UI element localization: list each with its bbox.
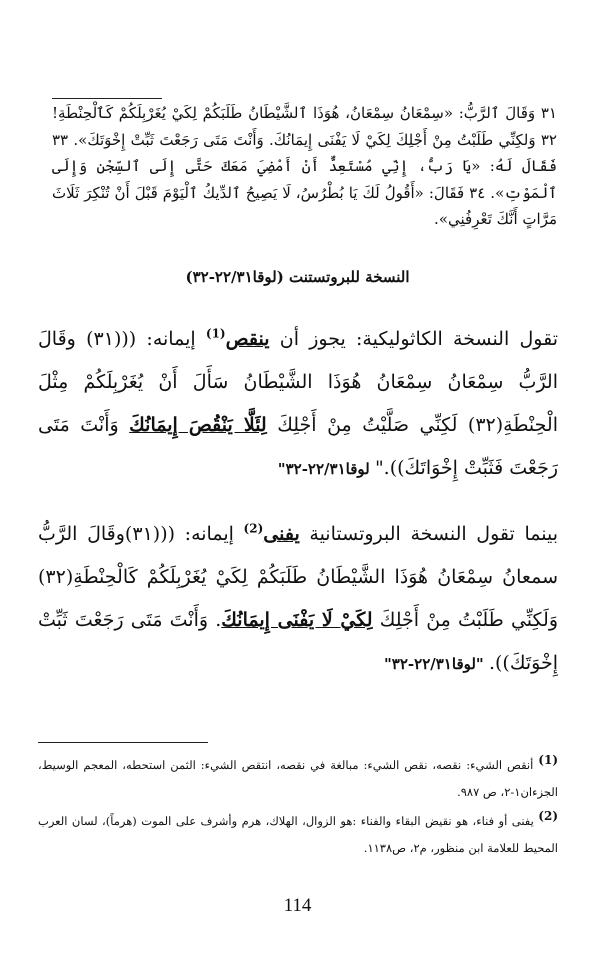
footnote-1-mark: (1): [538, 753, 558, 768]
catholic-reference: لوقا٢٢/٣١-٣٢": [277, 460, 375, 478]
footnote-2: [38, 808, 558, 862]
protestant-verse: (٣١)وقَالَ الرَّبُّ سمعانُ سِمْعَانُ هُوَذَا الشَّيْطَانُ طَلَبَكُمْ لِكَيْ يُغَرْبِلَكُمْ كَالْحِنْطَةِ(٣٢) وَلَكِنِّي طَلَبْتُ مِنْ أَجْلِكَ: [38, 523, 558, 631]
catholic-key-word: ينقص: [225, 328, 270, 350]
catholic-verse: (٣١) وقَالَ الرَّبُّ سِمْعَانُ سِمْعَانُ هُوَذَا الشَّيْطَانُ سَأَلَ أَنْ يُغَرْبِلَكُمْ مِثْلَ الْحِنْطَةِ(٣٢) لَكِنِّي صَلَّيْتُ مِنْ أَجْلِكَ: [38, 328, 558, 436]
footnote-1: [38, 752, 558, 806]
protestant-key-word: يفنى: [263, 523, 300, 545]
protestant-tail: . وَأَنْتَ مَتَى رَجَعْتَ ثَبِّتْ إِخْوَتَكَ)).: [38, 609, 558, 674]
footnote-2-text: يفنى أو فناء، هو نقيض البقاء والفناء :هو الزوال، الهلاك، هرم وأشرف على الموت (هرماً)، لسان العرب المحيط للعلامة ابن منظور، م٢، ص١١٣٨.: [38, 814, 558, 855]
footnote-1-text: أنقص الشيء: نقصه، نقص الشيء: مبالغة في نقصه، انتقص الشيء: الثمن استحطه، المعجم الوسيط، الجزءان١-٢، ص ٩٨٧.: [38, 758, 558, 799]
protestant-reference: "لوقا٢٢/٣١-٣٢": [383, 655, 489, 673]
page-number: 114: [283, 895, 312, 916]
catholic-emphasis: لِئَلَّا يَنْقُصَ إِيمَانُكَ: [129, 414, 267, 436]
catholic-after-word: إيمانه: ((: [121, 328, 206, 350]
scripture-quote: ٣١ وَقَالَ ٱلرَّبُّ: «سِمْعَانُ سِمْعَانُ، هُوَذَا ٱلشَّيْطَانُ طَلَبَكُمْ لِكَيْ يُغَرْبِلَكُمْ كَٱلْحِنْطَةِ! ٣٢ وَلكِنِّي طَلَبْتُ مِنْ أَجْلِكَ لِكَيْ لَا يَفْنَى إِيمَانُكَ. وَأَنْتَ مَتَى رَجَعْتَ ثَبِّتْ إِخْوَتَكَ». ٣٣ فَقَالَ لَهُ: «يَا رَبُّ، إِنِّي مُسْتَعِدٌّ أَنْ أَمْضِيَ مَعَكَ حَتَّى إِلَى ٱلسِّجْنِ وَإِلَى ٱلْمَوْتِ». ٣٤ فَقَالَ: «أَقُولُ لَكَ يَا بُطْرُسُ، لَا يَصِيحُ ٱلدِّيكُ ٱلْيَوْمَ قَبْلَ أَنْ تُنْكِرَ ثَلَاثَ مَرَّاتٍ أَنَّكَ تَعْرِفُنِي».: [52, 104, 557, 228]
catholic-paragraph: [38, 318, 558, 491]
footnote-rule: [38, 742, 208, 743]
footnote-2-mark: (2): [538, 809, 558, 824]
catholic-lead: تقول النسخة الكاثوليكية: يجوز أن: [269, 328, 559, 350]
catholic-tail: وَأَنْتَ مَتَى رَجَعْتَ فَثَبِّتْ إِخْوَاتَكَ)).": [38, 414, 558, 479]
quote-top-rule: [52, 98, 162, 99]
footnote-ref-1[interactable]: (1): [205, 326, 226, 341]
protestant-after-word: إيمانه: ((: [160, 523, 244, 545]
protestant-lead: بينما تقول النسخة البروتستانية: [299, 523, 558, 545]
footnote-ref-2[interactable]: (2): [243, 521, 264, 536]
section-title: النسخة للبروتستنت (لوقا٢٢/٣١-٣٢): [185, 268, 410, 286]
protestant-emphasis: لِكَيْ لَا يَفْنَى إِيمَانُكَ: [221, 609, 373, 631]
protestant-paragraph: [38, 513, 558, 686]
